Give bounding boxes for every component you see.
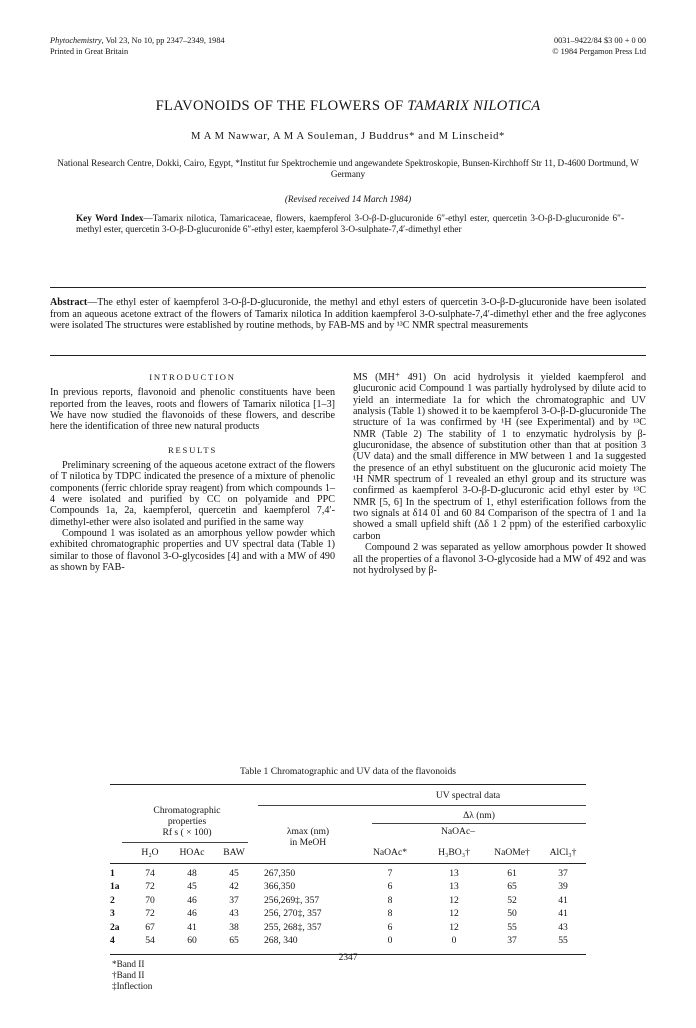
revised-date: (Revised received 14 March 1984) bbox=[284, 194, 412, 204]
table-cell-h3bo3: 12 bbox=[449, 894, 459, 906]
results-paragraph-2: Compound 1 was isolated as an amorphous yellow powder which exhibited chromatographic properties and UV spectral data (Table 1) similar to those of flavonol 3-O-glycosides [4] and with a MW of 490 as shown by FAB- bbox=[50, 528, 335, 574]
key-word-text: —Tamarix nilotica, Tamaricaceae, flowers, kaempferol 3-O-β-D-glucuronide 6″-ethyl ester, quercetin 3-O-β-D-glucuronide 6″-methyl ester, quercetin 3-O-β-D-glucuronide 6″-ethyl ester, kaempferol 3-O-sulphate-7,4′-dimethyl ether bbox=[76, 213, 624, 235]
copyright: © 1984 Pergamon Press Ltd bbox=[552, 47, 646, 56]
col-naome: NaOMe† bbox=[494, 847, 530, 858]
delta-lambda-header: Δλ (nm) bbox=[463, 810, 495, 821]
col-alcl3: AlCl₃† bbox=[549, 847, 577, 858]
introduction-text: In previous reports, flavonoid and phenolic constituents have been reported from the leaves, roots and flowers of Tamarix nilotica [1–3] We have now studied the flavonoids of these flowers, and describe here the identification of three new natural products bbox=[50, 387, 335, 433]
table-row bbox=[110, 881, 586, 894]
table-row bbox=[110, 908, 586, 921]
journal-volume: , Vol 23, No 10, pp 2347–2349, 1984 bbox=[101, 36, 225, 45]
table-cell-h3bo3: 0 bbox=[451, 935, 457, 946]
table-cell-naome: 52 bbox=[507, 894, 517, 906]
table-cell-naoac: 0 bbox=[387, 935, 393, 946]
table-row bbox=[110, 895, 586, 908]
table-cell-h2o: 74 bbox=[145, 868, 155, 879]
table-cell-baw: 45 bbox=[229, 868, 239, 879]
table-cell-h2o: 70 bbox=[145, 894, 155, 906]
table-cell-id: 2 bbox=[110, 894, 115, 906]
rule-top bbox=[50, 287, 646, 288]
table-caption: Table 1 Chromatographic and UV data of the flavonoids bbox=[239, 766, 457, 777]
table-cell-h2o: 72 bbox=[145, 881, 155, 893]
introduction-heading: INTRODUCTION bbox=[149, 372, 236, 382]
uv-spectral-header: UV spectral data bbox=[435, 790, 501, 801]
table-cell-alcl3: 41 bbox=[558, 908, 568, 920]
footnote-3: ‡Inflection bbox=[112, 981, 153, 991]
journal-citation bbox=[50, 35, 225, 57]
issn-block bbox=[552, 35, 646, 57]
table-cell-alcl3: 43 bbox=[558, 921, 568, 933]
table-cell-alcl3: 37 bbox=[558, 868, 568, 879]
table-cell-naoac: 8 bbox=[387, 908, 393, 920]
table-cell-baw: 37 bbox=[229, 894, 239, 906]
table-cell-naome: 55 bbox=[507, 921, 517, 933]
table-cell-lmax: 366,350 bbox=[264, 881, 296, 893]
table-cell-lmax: 255, 268‡, 357 bbox=[264, 921, 322, 933]
left-column bbox=[50, 372, 335, 574]
col-hoac: HOAc bbox=[179, 847, 205, 858]
table-cell-h2o: 67 bbox=[145, 921, 155, 933]
table-cell-baw: 42 bbox=[229, 881, 239, 893]
delta-rule bbox=[372, 823, 586, 824]
table-row bbox=[110, 922, 586, 935]
table-cell-baw: 38 bbox=[229, 921, 239, 933]
table-header bbox=[110, 785, 586, 859]
page-number: 2347 bbox=[338, 953, 358, 963]
table-cell-naoac: 6 bbox=[387, 881, 393, 893]
table-cell-lmax: 267,350 bbox=[264, 868, 296, 879]
table-cell-naoac: 8 bbox=[387, 894, 393, 906]
table-cell-baw: 43 bbox=[229, 908, 239, 920]
table-footnotes bbox=[112, 959, 586, 992]
col-baw: BAW bbox=[223, 847, 245, 858]
col-h3bo3: H₃BO₃† bbox=[438, 847, 470, 858]
table-cell-id: 2a bbox=[110, 921, 120, 933]
results-heading: RESULTS bbox=[167, 444, 218, 455]
table-cell-id: 3 bbox=[110, 908, 115, 920]
col-naoac: NaOAc* bbox=[372, 847, 408, 858]
footnote-2: †Band II bbox=[112, 970, 145, 980]
table-cell-hoac: 48 bbox=[187, 868, 197, 879]
table-cell-id: 1a bbox=[110, 881, 120, 893]
right-column bbox=[353, 372, 646, 576]
key-word-index bbox=[76, 213, 624, 236]
results-paragraph-1: Preliminary screening of the aqueous acetone extract of the flowers of T nilotica by TDPC indicated the presence of a mixture of phenolic components (ferric chloride spray reagent) from which compounds 1–4 were isolated and purified by CC on polyamide and PPC Compounds 1a, 2a, kaempferol, quercetin and kaempferol 7,4′-dimethyl-ether were also isolated and purified in the same way bbox=[50, 460, 335, 528]
table-cell-hoac: 60 bbox=[187, 935, 197, 946]
table-cell-alcl3: 55 bbox=[558, 935, 568, 946]
table-cell-naome: 65 bbox=[507, 881, 517, 893]
table-cell-id: 1 bbox=[110, 868, 115, 879]
table-cell-alcl3: 39 bbox=[558, 881, 568, 893]
table-cell-naome: 61 bbox=[507, 868, 517, 879]
authors: M A M Nawwar, A M A Souleman, J Buddrus* and M Linscheid* bbox=[191, 131, 505, 142]
key-word-label: Key Word Index bbox=[76, 213, 144, 223]
table-cell-h3bo3: 12 bbox=[449, 921, 459, 933]
abstract-label: Abstract bbox=[50, 297, 88, 308]
table-cell-h3bo3: 13 bbox=[449, 868, 459, 879]
paper-title: FLAVONOIDS OF THE FLOWERS OF TAMARIX NILOTICA bbox=[155, 98, 541, 114]
table-row bbox=[110, 868, 586, 881]
chromatographic-header: Chromatographic properties Rf s ( × 100) bbox=[153, 805, 221, 838]
journal-name: Phytochemistry bbox=[50, 36, 102, 45]
table-cell-naome: 37 bbox=[507, 935, 517, 946]
table-cell-naome: 50 bbox=[507, 908, 517, 920]
table-cell-id: 4 bbox=[110, 935, 115, 946]
table-cell-h2o: 72 bbox=[145, 908, 155, 920]
table-cell-h3bo3: 12 bbox=[449, 908, 459, 920]
table-cell-baw: 65 bbox=[229, 935, 239, 946]
uv-rule bbox=[258, 805, 586, 806]
table-cell-lmax: 268, 340 bbox=[264, 935, 298, 946]
table-cell-alcl3: 41 bbox=[558, 894, 568, 906]
table-cell-hoac: 45 bbox=[187, 881, 197, 893]
affiliation: National Research Centre, Dokki, Cairo, Egypt, *Institut fur Spektrochemie und angewandete Spektroskopie, Bunsen-Kirchhoff Str 11, D-4600 Dortmund, W Germany bbox=[57, 158, 639, 180]
table-row bbox=[110, 935, 586, 948]
printed-in: Printed in Great Britain bbox=[50, 47, 129, 56]
table-body bbox=[110, 864, 586, 950]
footnote-1: *Band II bbox=[112, 959, 145, 969]
abstract bbox=[50, 297, 646, 332]
right-paragraph-2: Compound 2 was separated as yellow amorphous powder It showed all the properties of a flavonol 3-O-glycoside had a MW of 492 and was not hydrolysed by β- bbox=[353, 542, 646, 576]
lambda-max-header: λmax (nm) in MeOH bbox=[286, 826, 330, 848]
table-cell-hoac: 46 bbox=[187, 908, 197, 920]
table-cell-hoac: 41 bbox=[187, 921, 197, 933]
rule-bottom bbox=[50, 355, 646, 356]
table-cell-h2o: 54 bbox=[145, 935, 155, 946]
issn: 0031–9422/84 $3 00 + 0 00 bbox=[553, 36, 646, 45]
right-paragraph-1: MS (MH⁺ 491) On acid hydrolysis it yielded kaempferol and glucuronic acid Compound 1 was partially hydrolysed by dilute acid to yield an intermediate 1a for which the chromatographic and UV analysis (Table 1) showed it to be kaempferol 3-O-β-D-glucuronide The structure of 1a was confirmed by ¹H (see Experimental) and by ¹³C NMR (Table 2) The stability of 1 to enzymatic hydrolysis by β-glucuronidase, the absence of substitution other than that at position 3 (UV data) and the small difference in MW between 1 and 1a suggested the presence of an ethyl substituent on the glucuronic acid moiety The ¹H NMR spectrum of 1 revealed an ethyl group and its structure was confirmed as kaempferol 3-O-β-D-glucuronic acid ethyl ester by ¹³C NMR [5, 6] In the spectrum of 1, ethyl esterification follows from the two signals at δ14 01 and 60 84 Comparison of the spectra of 1 and 1a showed a small upfield shift (Δδ 1 2 ppm) of the esterified carboxylic carbon bbox=[353, 372, 646, 542]
table-cell-h3bo3: 13 bbox=[449, 881, 459, 893]
table-cell-naoac: 6 bbox=[387, 921, 393, 933]
abstract-text: —The ethyl ester of kaempferol 3-O-β-D-glucuronide, the methyl and ethyl esters of quercetin 3-O-β-D-glucuronide have been isolated from an aqueous acetone extract of the flowers of Tamarix nilotica In addition kaempferol 3-O-sulphate-7,4′-dimethyl ether and the free aglycones were isolated The structures were established by routine methods, by FAB-MS and by ¹³C NMR spectral measurements bbox=[50, 297, 646, 332]
table-cell-naoac: 7 bbox=[387, 868, 393, 879]
table-cell-hoac: 46 bbox=[187, 894, 197, 906]
chrom-rule bbox=[122, 842, 248, 843]
naoac-top-header: NaOAc– bbox=[440, 826, 476, 837]
table-cell-lmax: 256, 270‡, 357 bbox=[264, 908, 322, 920]
col-h2o: H₂O bbox=[141, 847, 159, 858]
table-cell-lmax: 256,269‡, 357 bbox=[264, 894, 320, 906]
